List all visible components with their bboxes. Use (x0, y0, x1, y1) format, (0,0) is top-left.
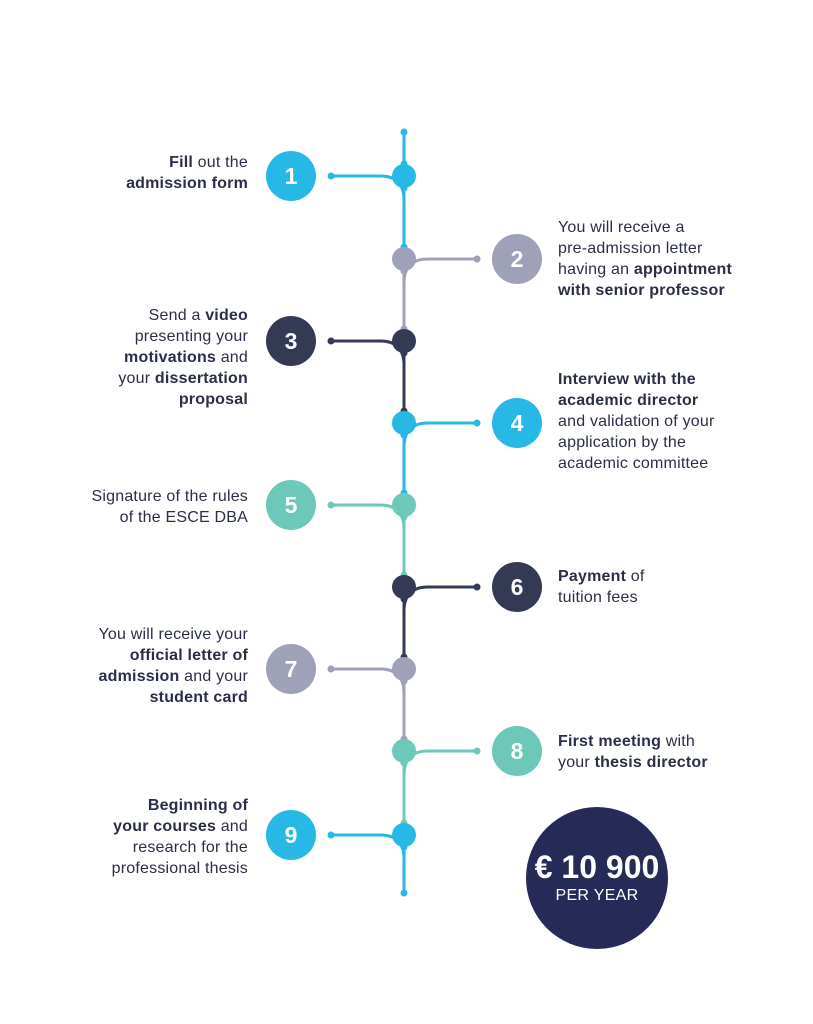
text: professional thesis (111, 860, 248, 877)
step-description-line (126, 152, 248, 173)
connector-end-dot (328, 173, 335, 180)
bold-text: Interview with the (558, 371, 696, 388)
step-description-line (558, 587, 645, 608)
step-number-badge: 2 (492, 234, 542, 284)
step-description-line (558, 390, 715, 411)
price-period: PER YEAR (555, 887, 639, 904)
step-description-line (558, 217, 732, 238)
step-number-badge: 3 (266, 316, 316, 366)
bold-text: Beginning of (147, 797, 248, 814)
text: pre-admission letter (558, 240, 703, 257)
step-description-line (112, 837, 248, 858)
text: and your (179, 668, 248, 685)
bold-text: motivations (124, 349, 217, 366)
step-description-line (558, 566, 645, 587)
timeline-node (392, 247, 416, 271)
text: You will receive your (98, 626, 248, 643)
text: and validation of your (558, 413, 715, 430)
step-description (92, 486, 249, 528)
price-badge (526, 807, 668, 949)
step-description-line (99, 624, 248, 645)
connector-end-dot (474, 584, 481, 591)
timeline-node (392, 164, 416, 188)
text: your (118, 370, 155, 387)
step-description (558, 369, 715, 474)
connector-end-dot (328, 338, 335, 345)
timeline-node (392, 657, 416, 681)
step-description (99, 624, 248, 708)
text: application by the (558, 434, 687, 451)
step-description (112, 795, 248, 879)
bold-text: Payment (558, 568, 627, 585)
bold-text: admission form (126, 175, 248, 192)
step-number-badge: 6 (492, 562, 542, 612)
step-description (558, 731, 708, 773)
bold-text: your courses (113, 818, 217, 835)
timeline-node (392, 575, 416, 599)
bold-text: First meeting (558, 733, 662, 750)
step-description-line (118, 389, 248, 410)
text: tuition fees (558, 589, 638, 606)
text: your (558, 754, 595, 771)
step-description-line (118, 368, 248, 389)
text: out the (193, 154, 248, 171)
connector-end-dot (474, 748, 481, 755)
step-description (126, 152, 248, 194)
step-description-line (558, 731, 708, 752)
step-description-line (99, 645, 248, 666)
step-description-line (118, 326, 248, 347)
step-description-line (558, 369, 715, 390)
step-description-line (558, 259, 732, 280)
step-description-line (112, 858, 248, 879)
bold-text: Fill (169, 154, 194, 171)
text: and (216, 818, 248, 835)
bold-text: with senior professor (558, 282, 725, 299)
timeline-node (392, 411, 416, 435)
text: presenting your (134, 328, 248, 345)
step-description (558, 217, 732, 301)
text: research for the (132, 839, 248, 856)
step-description-line (558, 453, 715, 474)
bold-text: dissertation (154, 370, 248, 387)
step-description-line (92, 486, 249, 507)
step-description-line (99, 666, 248, 687)
bold-text: official letter of (129, 647, 248, 664)
step-number-badge: 1 (266, 151, 316, 201)
bold-text: admission (98, 668, 180, 685)
price-amount: € 10 900 (534, 849, 660, 885)
bold-text: thesis director (594, 754, 708, 771)
step-description-line (558, 411, 715, 432)
bold-text: appointment (633, 261, 733, 278)
bold-text: academic director (558, 392, 699, 409)
step-number-badge: 5 (266, 480, 316, 530)
step-description (118, 305, 248, 410)
timeline-node (392, 329, 416, 353)
timeline-node (392, 493, 416, 517)
text: of (626, 568, 645, 585)
step-number-badge: 8 (492, 726, 542, 776)
timeline-node (392, 739, 416, 763)
text: You will receive a (558, 219, 685, 236)
text: having an (558, 261, 634, 278)
text: with (661, 733, 695, 750)
segment-end-dot (401, 890, 408, 897)
step-number-badge: 9 (266, 810, 316, 860)
text: of the ESCE DBA (119, 509, 248, 526)
step-description-line (92, 507, 249, 528)
bold-text: student card (149, 689, 248, 706)
connector-end-dot (328, 832, 335, 839)
step-number-badge: 4 (492, 398, 542, 448)
step-description-line (112, 795, 248, 816)
connector-end-dot (474, 256, 481, 263)
text: academic committee (558, 455, 709, 472)
step-description-line (558, 432, 715, 453)
step-description-line (558, 280, 732, 301)
step-description-line (99, 687, 248, 708)
step-description-line (126, 173, 248, 194)
step-number-badge: 7 (266, 644, 316, 694)
step-description-line (118, 347, 248, 368)
connector-end-dot (328, 502, 335, 509)
step-description (558, 566, 645, 608)
bold-text: proposal (178, 391, 248, 408)
text: and (216, 349, 248, 366)
text: Signature of the rules (91, 488, 248, 505)
step-description-line (558, 238, 732, 259)
segment-end-dot (401, 129, 408, 136)
timeline-node (392, 823, 416, 847)
connector-end-dot (474, 420, 481, 427)
step-description-line (112, 816, 248, 837)
text: Send a (148, 307, 206, 324)
connector-end-dot (328, 666, 335, 673)
step-description-line (118, 305, 248, 326)
bold-text: video (205, 307, 248, 324)
step-description-line (558, 752, 708, 773)
